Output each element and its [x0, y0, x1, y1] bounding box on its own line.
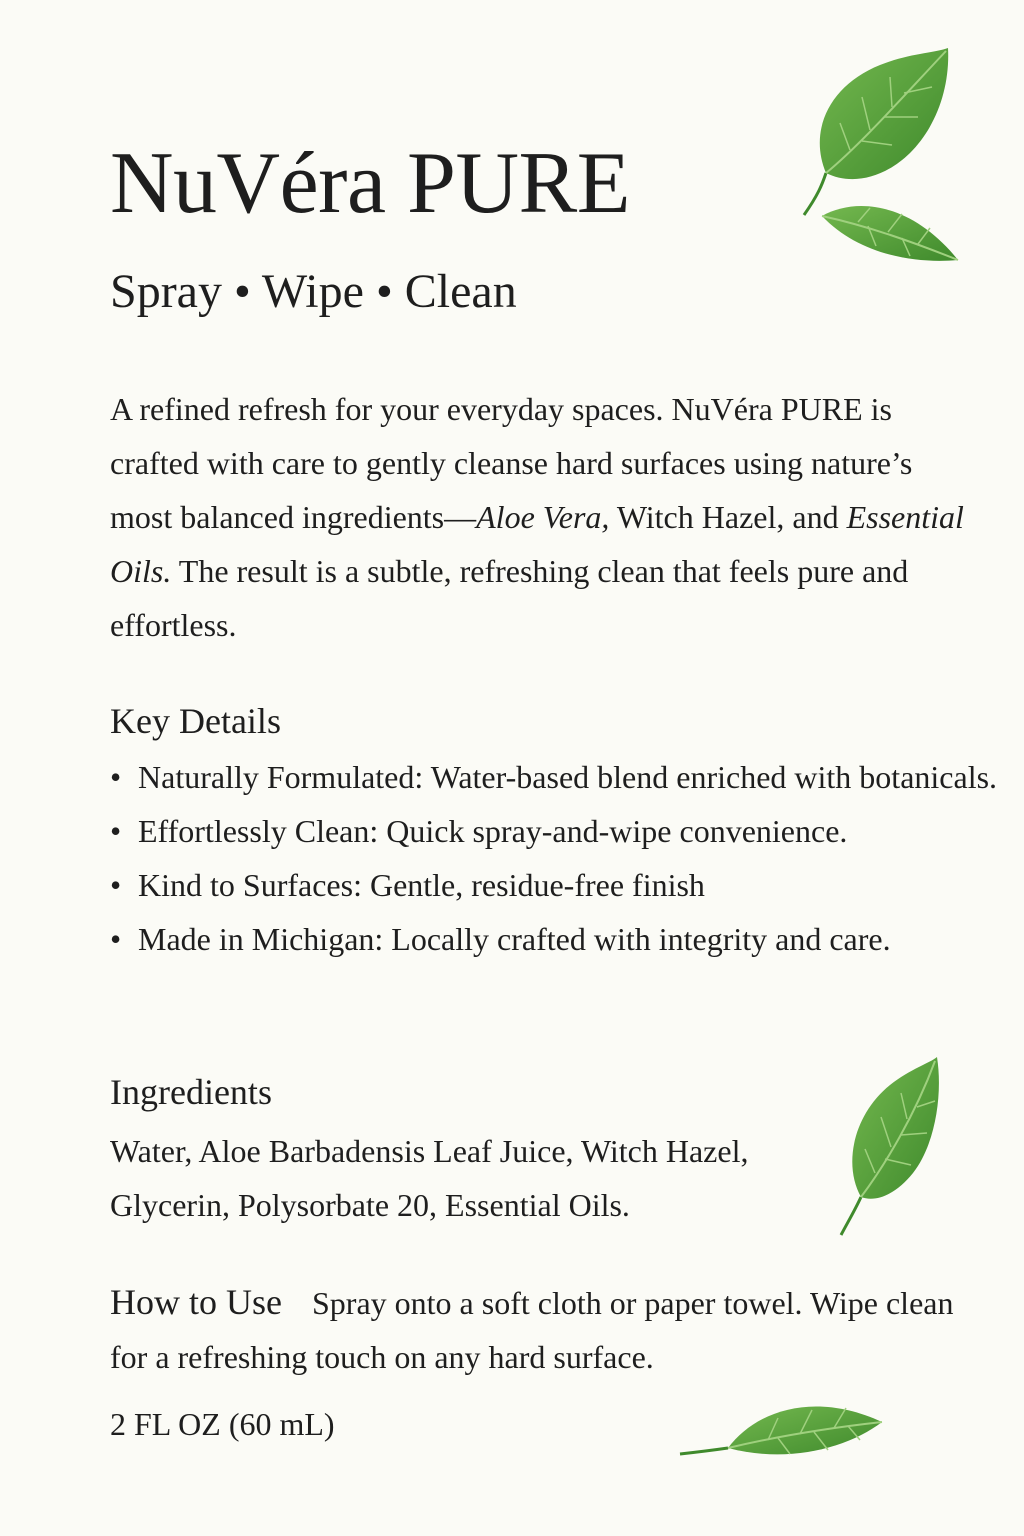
product-description — [110, 382, 970, 652]
how-to-use-text: Spray onto a soft cloth or paper towel. Wipe clean for a refreshing touch on any hard surface. — [110, 1285, 954, 1375]
ingredients-heading: Ingredients — [110, 1072, 272, 1112]
product-name: NuVéra PURE — [110, 135, 630, 232]
bullet-icon: • — [110, 867, 122, 903]
key-detail-item — [110, 858, 1010, 912]
key-detail-text: Effortlessly Clean: Quick spray-and-wipe convenience. — [138, 813, 848, 849]
ingredient-essential-oils: Essential Oils. — [110, 499, 964, 589]
key-detail-item — [110, 804, 1010, 858]
key-detail-text: Made in Michigan: Locally crafted with integrity and care. — [138, 921, 891, 957]
leaf-icon — [835, 1055, 945, 1240]
product-tagline: Spray • Wipe • Clean — [110, 265, 517, 318]
bullet-icon: • — [110, 813, 122, 849]
description-text: The result is a subtle, refreshing clean that feels pure and effortless. — [110, 553, 909, 643]
bullet-icon: • — [110, 921, 122, 957]
key-detail-text: Naturally Formulated: Water-based blend enriched with botanicals. — [138, 759, 998, 795]
volume-label: 2 FL OZ (60 mL) — [110, 1406, 335, 1442]
how-to-use — [110, 1275, 990, 1384]
key-detail-item — [110, 750, 1010, 804]
bullet-icon: • — [110, 759, 122, 795]
leaf-icon — [818, 198, 960, 264]
leaf-icon — [800, 45, 960, 220]
key-details-list — [110, 750, 1010, 966]
key-details-heading: Key Details — [110, 701, 281, 741]
leaf-icon — [678, 1392, 884, 1462]
key-detail-text: Kind to Surfaces: Gentle, residue-free finish — [138, 867, 705, 903]
ingredient-aloe-vera: Aloe Vera, — [476, 499, 610, 535]
how-to-use-heading: How to Use — [110, 1282, 282, 1322]
description-text: Witch Hazel, and — [609, 499, 847, 535]
description-text: A refined refresh for your everyday spaces. NuVéra PURE is crafted with care to gently cleanse hard surfaces using nature’s most balanced ingredients— — [110, 391, 913, 535]
ingredients-text: Water, Aloe Barbadensis Leaf Juice, Witch Hazel, Glycerin, Polysorbate 20, Essential Oils. — [110, 1133, 749, 1223]
key-detail-item — [110, 912, 1010, 966]
